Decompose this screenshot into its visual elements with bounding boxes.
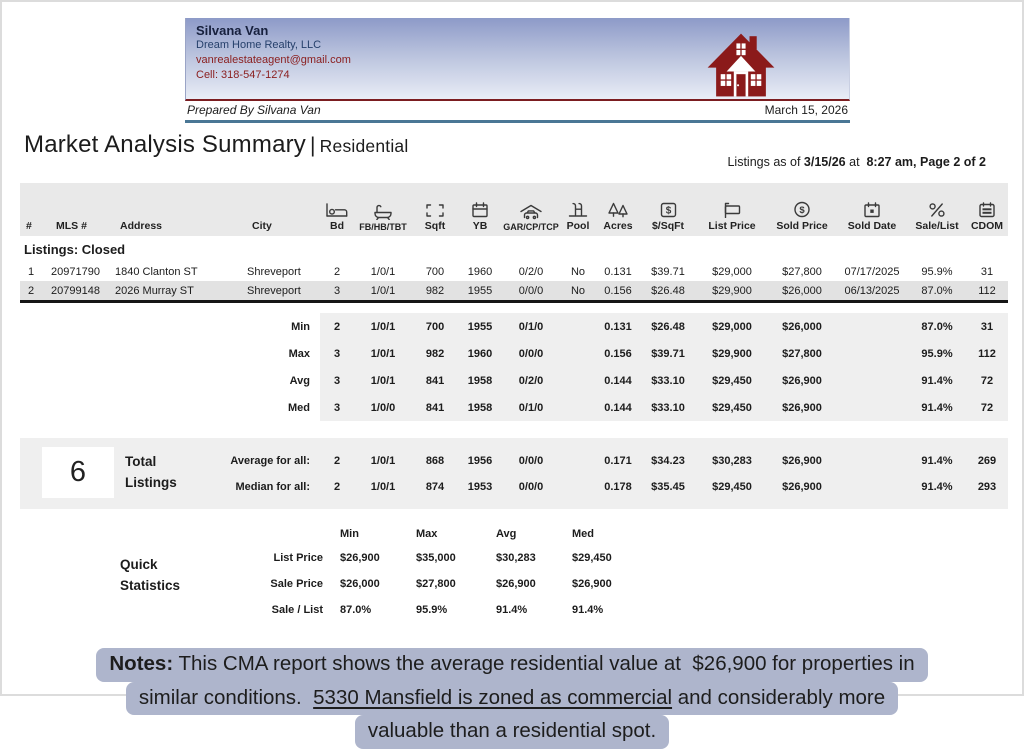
cell: 982 [412,281,458,302]
cell: 112 [966,281,1008,302]
cell: No [570,265,586,278]
total-label-line1: Total [125,454,157,469]
quick-label-line2: Statistics [120,578,181,593]
cell: 72 [966,394,1008,421]
cell: 1958 [458,394,502,421]
section-heading-row [20,236,1008,262]
cell: $29,450 [696,367,768,394]
title-sub: Residential [319,136,409,156]
yard-sign-icon [721,202,743,218]
column-header-garage: GAR/CP/TCP [502,183,560,236]
dollar-circle-icon [793,201,811,218]
house-logo-icon [705,30,777,100]
column-header-cdom: CDOM [966,183,1008,236]
cell: 3 [320,340,354,367]
cell: 0.144 [596,367,640,394]
cell: $26,900 [340,552,380,564]
cell: 31 [966,313,1008,340]
cell: 0/2/0 [518,265,544,278]
cell: 112 [966,340,1008,367]
prepared-row [185,101,850,123]
column-header-row [20,183,1008,236]
cell: 95.9% [416,604,448,616]
quick-stats-row-label: List Price [273,552,323,564]
cell [836,474,908,500]
cell [560,448,596,474]
cell [560,474,596,500]
notes-line-3 [2,715,1022,749]
cell: 91.4% [921,455,953,467]
cell: 1/0/1 [354,313,412,340]
cell: 31 [980,265,994,278]
summary-row-label: Med [20,394,320,421]
bed-icon [325,203,349,218]
cell: Max [416,528,438,540]
cell: $26,900 [782,481,822,493]
cell [836,367,908,394]
agent-name: Silvana Van [196,23,269,38]
quick-stats-row-label: Sale Price [270,578,323,590]
column-header-baths: FB/HB/TBT [354,183,412,236]
cell [560,367,596,394]
quick-statistics-label [120,554,180,596]
cell [560,340,596,367]
notes-section [2,648,1022,749]
cell: 0.131 [596,313,640,340]
cell: $26,900 [572,578,612,590]
cell: 06/13/2025 [836,281,908,302]
cell: 0/0/0 [518,481,544,493]
cell [836,313,908,340]
cell: 982 [412,340,458,367]
column-header-pool: Pool [560,183,596,236]
cell: $34.23 [651,455,685,467]
cell: 3 [320,367,354,394]
cell: $26,900 [768,394,836,421]
column-header-price-sqft: $ $/SqFt [640,183,696,236]
cell: 2 [333,455,341,467]
title-main: Market Analysis Summary [24,131,307,158]
cell: 0/2/0 [502,367,560,394]
cell: $27,800 [416,578,456,590]
cell: $26,000 [768,313,836,340]
notes-line2-underlined: 5330 Mansfield is zoned as commercial [313,685,673,709]
cell: $29,450 [572,552,612,564]
cell: 269 [977,455,997,467]
notes-line2-post: and considerably more [672,685,886,709]
cell [836,448,908,474]
cell: 0/1/0 [502,313,560,340]
cell: 0/0/0 [518,455,544,467]
cell: 1/0/1 [354,367,412,394]
cell: Shreveport [247,265,301,278]
quick-stats-header-spacer [20,523,332,545]
report-date: March 15, 2026 [764,103,848,117]
total-label-line2: Listings [125,475,177,490]
cell: 07/17/2025 [844,265,900,278]
cell: $26.48 [640,281,696,302]
cell: 700 [412,313,458,340]
summary-row-med [20,394,1008,421]
title-row [24,131,986,183]
column-header-yb: YB [458,183,502,236]
cell: 87.0% [908,313,966,340]
cell: 20971790 [51,265,100,278]
cell: $39.71 [640,340,696,367]
column-header-sqft: Sqft [412,183,458,236]
listings-table [20,183,1008,303]
totals-row-label: Median for all: [235,481,310,493]
cell: $29,900 [696,340,768,367]
cell [836,394,908,421]
listings-as-of [714,141,986,183]
quick-stats-header-row [20,523,740,545]
cell: 2026 Murray ST [114,281,246,302]
cell: $29,450 [712,481,752,493]
cell: 841 [412,367,458,394]
cell: $39.71 [651,265,685,278]
bathtub-icon [372,204,394,220]
pool-ladder-icon [567,202,589,218]
cell: 1/0/1 [370,455,396,467]
cell: 91.4% [572,604,604,616]
cell: 91.4% [496,604,528,616]
cell: 87.0% [340,604,372,616]
cell: 0.144 [596,394,640,421]
cell: 2 [20,281,50,302]
cell: 1955 [458,313,502,340]
cell [836,340,908,367]
cell: No [560,281,596,302]
cell: 841 [412,394,458,421]
title-separator: | [310,134,316,157]
dollar-square-icon [660,202,677,218]
cell: $26,900 [496,578,536,590]
cell: 87.0% [908,281,966,302]
cell: $29,900 [696,281,768,302]
agent-phone: Cell: 318-547-1274 [196,69,290,81]
cell: 1/0/1 [370,481,396,493]
cell: $27,800 [782,265,822,278]
total-listings-count: 6 [42,447,114,498]
cell: 1/0/1 [354,340,412,367]
total-listings-label [125,451,177,493]
page-title [24,131,408,159]
cell [560,394,596,421]
as-of-date: 3/15/26 [803,155,846,169]
garage-icon [519,204,543,220]
cell: 1/0/1 [354,281,412,302]
column-header-acres: Acres [596,183,640,236]
notes-line2-pre: similar conditions. [138,685,314,709]
calendar-date-icon [863,202,881,218]
notes-line3-text: valuable than a residential spot. [367,719,657,742]
quick-label-line1: Quick [120,557,158,572]
cell: 0.178 [604,481,632,493]
summary-row-avg [20,367,1008,394]
summary-row-label: Max [20,340,320,367]
cell: $33.10 [640,367,696,394]
dimensions-icon [425,203,445,218]
cell: $33.10 [640,394,696,421]
cell: 1956 [467,455,493,467]
cell: Shreveport [246,281,320,302]
summary-row-label: Avg [20,367,320,394]
cell: 1/0/1 [370,265,396,278]
cell: 72 [966,367,1008,394]
column-header-sale-list: Sale/List [908,183,966,236]
cell: 2 [320,313,354,340]
cell: 0/0/0 [502,340,560,367]
total-listings-block [20,438,1008,509]
svg-text:$: $ [799,205,805,217]
cell: 1958 [458,367,502,394]
summary-row-min [20,313,1008,340]
notes-line-2 [2,682,1022,716]
cell: 0.156 [596,340,640,367]
cell: Med [572,528,594,540]
column-header-list-price: List Price [696,183,768,236]
cell: $30,283 [496,552,536,564]
cell: 0/0/0 [502,281,560,302]
cell: $29,000 [712,265,752,278]
cell: $26,000 [768,281,836,302]
cell: $35,000 [416,552,456,564]
column-header-city: City [246,183,320,236]
percent-icon [927,202,947,218]
cell: 91.4% [908,394,966,421]
cell: $26,000 [340,578,380,590]
cell: 293 [977,481,997,493]
calendar-lines-icon [978,202,996,218]
quick-statistics-block [20,523,740,623]
cell: Avg [496,528,517,540]
column-header-sold-price: $ Sold Price [768,183,836,236]
cell: $26,900 [768,367,836,394]
trees-icon [606,202,630,218]
cell: $26,900 [782,455,822,467]
cell: 1953 [467,481,493,493]
as-of-prefix: Listings as of [727,155,804,169]
cell: 868 [425,455,445,467]
cell [560,313,596,340]
calendar-icon [471,202,489,218]
column-header-sold-date: Sold Date [836,183,908,236]
quick-stats-row-label: Sale / List [271,604,323,616]
totals-row-label: Average for all: [230,455,310,467]
cell: 20799148 [50,281,114,302]
agent-email: vanrealestateagent@gmail.com [196,54,351,66]
as-of-at: at [845,155,867,169]
cell: $29,000 [696,313,768,340]
section-heading: Listings: Closed [20,236,1008,262]
cell: 91.4% [908,367,966,394]
cell: 0.171 [604,455,632,467]
notes-line-1 [2,648,1022,682]
cell: 1960 [467,265,493,278]
cell: 0.131 [604,265,632,278]
summary-row-label: Min [20,313,320,340]
cell: 3 [320,394,354,421]
column-header-number: # [20,183,50,236]
cell: 91.4% [921,481,953,493]
cell: 2 [333,481,341,493]
cell: $26.48 [640,313,696,340]
cell: 1840 Clanton ST [115,265,198,278]
cell: $35.45 [651,481,685,493]
cell: 3 [320,281,354,302]
cell: 95.9% [908,340,966,367]
cell: 1960 [458,340,502,367]
cell: 1955 [458,281,502,302]
summary-table [20,313,1008,421]
notes-line1-text: This CMA report shows the average residential value at $26,900 for properties in [173,652,915,675]
summary-row-max [20,340,1008,367]
table-row [20,262,1008,281]
column-header-bd: Bd [320,183,354,236]
cell: 0.156 [596,281,640,302]
cell: 95.9% [921,265,953,278]
agent-banner [185,18,850,101]
cell: 1/0/0 [354,394,412,421]
notes-label: Notes: [109,652,174,675]
as-of-page: 8:27 am, Page 2 of 2 [866,155,986,169]
cell: Min [340,528,359,540]
column-header-mls: MLS # [50,183,114,236]
cell: 1 [28,265,35,278]
quick-stats-row-sale-list [20,597,740,623]
cell: 2 [333,265,341,278]
cell: 0/1/0 [502,394,560,421]
cell: $30,283 [712,455,752,467]
cell: 700 [425,265,445,278]
column-header-address: Address [114,183,246,236]
agent-company: Dream Home Realty, LLC [196,39,322,51]
cell: 874 [425,481,445,493]
svg-text:$: $ [665,205,671,217]
table-row [20,281,1008,302]
cell: $27,800 [768,340,836,367]
prepared-by: Prepared By Silvana Van [187,103,321,117]
cell: $29,450 [696,394,768,421]
